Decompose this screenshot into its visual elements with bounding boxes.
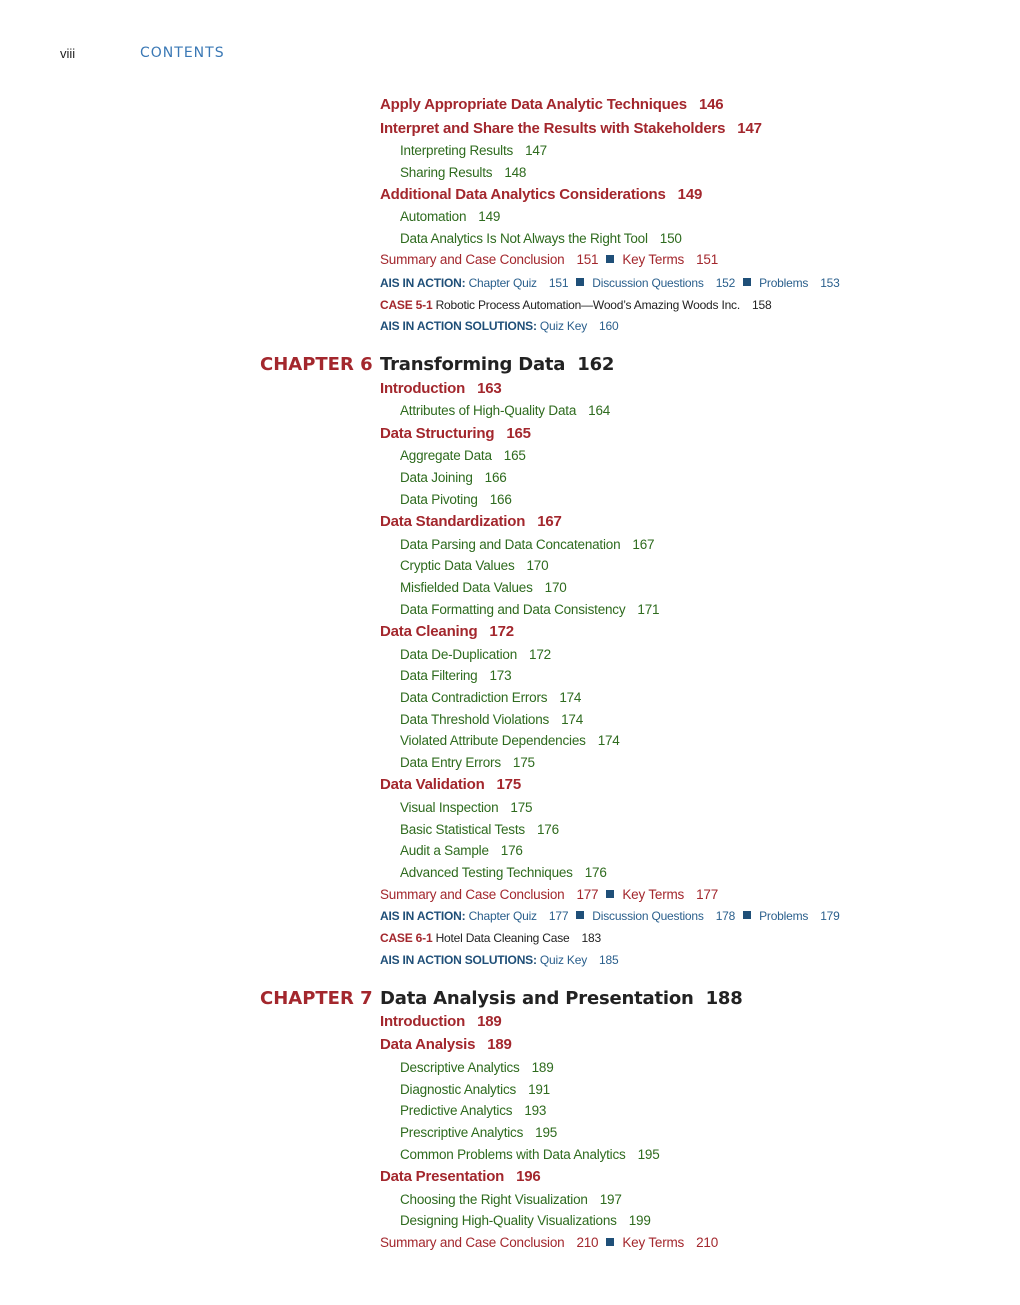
toc-title: Violated Attribute Dependencies [400,733,586,748]
toc-subsection[interactable] [400,1125,557,1140]
toc-title: Introduction [380,1013,466,1030]
toc-title: Data De-Duplication [400,647,518,662]
toc-page: 175 [496,776,521,793]
toc-page: 160 [599,319,619,333]
toc-page: 179 [820,909,840,923]
toc-page: 175 [510,800,533,815]
toc-section[interactable] [380,1036,512,1053]
toc-subsection[interactable] [400,647,551,662]
toc-title: Data Joining [400,470,473,485]
toc-title: Transforming Data [380,354,566,375]
chapter-6-label: CHAPTER 6 [260,354,373,375]
toc-title: Common Problems with Data Analytics [400,1147,626,1162]
toc-title: Data Analysis and Presentation [380,988,694,1009]
toc-page: 170 [526,558,549,573]
toc-subsection[interactable] [400,209,500,224]
toc-subsection[interactable] [400,165,526,180]
square-bullet-icon [743,278,751,286]
square-bullet-icon [576,278,584,286]
toc-ais-in-action[interactable] [380,909,840,923]
toc-page: 164 [588,403,611,418]
toc-page: 165 [506,425,531,442]
toc-page: 171 [637,602,660,617]
toc-title: Visual Inspection [400,800,499,815]
toc-title: Data Formatting and Data Consistency [400,602,626,617]
toc-title: Prescriptive Analytics [400,1125,524,1140]
case-label: CASE 6-1 [380,931,433,945]
toc-page: 162 [577,354,615,375]
toc-title: Predictive Analytics [400,1103,513,1118]
toc-title: Data Structuring [380,425,495,442]
toc-title: Data Presentation [380,1168,505,1185]
square-bullet-icon [576,911,584,919]
toc-page: 146 [698,96,724,113]
toc-page: 151 [576,252,599,267]
toc-subsection[interactable] [400,470,507,485]
toc-subsection[interactable] [400,1082,550,1097]
toc-summary[interactable] [380,1235,718,1250]
square-bullet-icon [606,255,614,263]
toc-title: Data Cleaning [380,623,478,640]
toc-title: Attributes of High-Quality Data [400,403,577,418]
square-bullet-icon [606,1238,614,1246]
quiz-key-label: Quiz Key [539,319,587,333]
toc-subsection[interactable] [400,537,654,552]
toc-title: Automation [400,209,467,224]
toc-subsection[interactable] [400,733,620,748]
toc-title: Data Parsing and Data Concatenation [400,537,621,552]
toc-title: Additional Data Analytics Considerations [380,186,666,203]
toc-title: Designing High-Quality Visualizations [400,1213,617,1228]
toc-page: 178 [715,909,736,923]
toc-title: Descriptive Analytics [400,1060,520,1075]
toc-subsection[interactable] [400,558,548,573]
toc-page: 189 [477,1013,502,1030]
toc-page: 199 [628,1213,651,1228]
toc-page: 210 [696,1235,719,1250]
running-head: CONTENTS [140,45,225,61]
toc-page: 176 [584,865,607,880]
toc-page: 193 [524,1103,547,1118]
chapter-7-label: CHAPTER 7 [260,988,373,1009]
ais-label: AIS IN ACTION: [380,276,466,290]
toc-title: Diagnostic Analytics [400,1082,517,1097]
chapter-quiz-label: Chapter Quiz [468,909,537,923]
toc-ais-in-action[interactable] [380,276,840,290]
toc-title: Introduction [380,380,466,397]
toc-subsection[interactable] [400,403,610,418]
toc-title: Advanced Testing Techniques [400,865,573,880]
toc-page: 183 [581,931,601,945]
toc-page: 173 [489,668,512,683]
toc-page: 177 [696,887,719,902]
toc-subsection[interactable] [400,712,583,727]
toc-page: 151 [696,252,719,267]
toc-subsection[interactable] [400,822,559,837]
toc-subsection[interactable] [400,1192,622,1207]
key-terms-label: Key Terms [622,1235,685,1250]
toc-summary[interactable] [380,887,718,902]
ais-solutions-label: AIS IN ACTION SOLUTIONS: [380,319,537,333]
toc-section[interactable] [380,776,521,793]
chapter-7-title[interactable] [380,988,743,1009]
toc-page: 147 [737,120,762,137]
toc-subsection[interactable] [400,690,581,705]
toc-title: Sharing Results [400,165,493,180]
ais-solutions-label: AIS IN ACTION SOLUTIONS: [380,953,537,967]
toc-page: 176 [536,822,559,837]
toc-subsection[interactable] [400,865,607,880]
toc-page: 195 [637,1147,660,1162]
toc-title: Basic Statistical Tests [400,822,525,837]
toc-page: 147 [525,143,547,158]
toc-page: 189 [487,1036,512,1053]
toc-page: 166 [484,470,507,485]
toc-subsection[interactable] [400,800,532,815]
key-terms-label: Key Terms [622,887,685,902]
toc-page: 149 [677,186,703,203]
toc-subsection[interactable] [400,1147,660,1162]
toc-title: Data Pivoting [400,492,478,507]
toc-subsection[interactable] [400,580,567,595]
discussion-questions-label: Discussion Questions [592,909,704,923]
toc-page: 163 [477,380,502,397]
toc-title: Data Entry Errors [400,755,501,770]
toc-subsection[interactable] [400,1103,546,1118]
toc-subsection[interactable] [400,1060,554,1075]
toc-page: 177 [576,887,599,902]
toc-title: Interpreting Results [400,143,514,158]
toc-subsection[interactable] [400,602,659,617]
ais-label: AIS IN ACTION: [380,909,466,923]
toc-title: Data Contradiction Errors [400,690,548,705]
toc-title: Summary and Case Conclusion [380,887,565,902]
toc-page: 166 [489,492,512,507]
toc-section[interactable] [380,380,502,397]
toc-title: Audit a Sample [400,843,489,858]
toc-case[interactable] [380,931,601,945]
toc-page: 167 [537,513,562,530]
toc-page: 191 [528,1082,550,1097]
toc-page: 167 [632,537,655,552]
toc-subsection[interactable] [400,843,523,858]
page-number: viii [60,46,76,61]
toc-page: 149 [478,209,501,224]
toc-title: Data Filtering [400,668,478,683]
toc-subsection[interactable] [400,448,526,463]
toc-page: 174 [597,733,620,748]
toc-page: 158 [752,298,772,312]
toc-page: 188 [705,988,743,1009]
toc-page: 151 [548,276,569,290]
toc-page: 152 [715,276,736,290]
problems-label: Problems [759,909,809,923]
toc-title: Data Validation [380,776,485,793]
toc-page: 165 [503,448,526,463]
discussion-questions-label: Discussion Questions [592,276,704,290]
toc-title: Data Standardization [380,513,526,530]
toc-subsection[interactable] [400,755,535,770]
toc-section[interactable] [380,1168,541,1185]
toc-section[interactable] [380,96,723,113]
chapter-quiz-label: Chapter Quiz [468,276,537,290]
key-terms-label: Key Terms [622,252,685,267]
toc-title: Robotic Process Automation—Wood’s Amazing Woods Inc. [435,298,740,312]
toc-title: Data Analytics Is Not Always the Right Tool [400,231,648,246]
toc-ais-solutions[interactable] [380,953,618,967]
toc-section[interactable] [380,623,514,640]
toc-page: 185 [599,953,619,967]
toc-page: 195 [535,1125,558,1140]
toc-section[interactable] [380,186,702,203]
toc-title: Data Threshold Violations [400,712,550,727]
toc-title: Summary and Case Conclusion [380,1235,565,1250]
toc-page: 172 [529,647,551,662]
toc-subsection[interactable] [400,143,547,158]
toc-title: Interpret and Share the Results with Stakeholders [380,120,726,137]
toc-page: 177 [548,909,569,923]
toc-title: Data Analysis [380,1036,476,1053]
toc-page: 153 [820,276,840,290]
toc-page: 170 [544,580,567,595]
toc-page: 196 [516,1168,541,1185]
toc-subsection[interactable] [400,1213,651,1228]
case-label: CASE 5-1 [380,298,433,312]
toc-title: Hotel Data Cleaning Case [435,931,570,945]
toc-title: Summary and Case Conclusion [380,252,565,267]
toc-page: 210 [576,1235,599,1250]
toc-section[interactable] [380,1013,502,1030]
toc-page: 174 [561,712,584,727]
toc-page: 148 [504,165,527,180]
toc-page: 175 [512,755,535,770]
toc-page: 176 [500,843,523,858]
toc-title: Choosing the Right Visualization [400,1192,588,1207]
toc-subsection[interactable] [400,231,682,246]
square-bullet-icon [606,890,614,898]
toc-title: Apply Appropriate Data Analytic Techniques [380,96,687,113]
toc-section[interactable] [380,513,562,530]
toc-case[interactable] [380,298,771,312]
square-bullet-icon [743,911,751,919]
toc-subsection[interactable] [400,492,512,507]
toc-page: 174 [559,690,582,705]
toc-subsection[interactable] [400,668,511,683]
toc-summary[interactable] [380,252,718,267]
toc-ais-solutions[interactable] [380,319,618,333]
toc-page: 150 [659,231,682,246]
toc-section[interactable] [380,120,762,137]
problems-label: Problems [759,276,809,290]
toc-page: 197 [599,1192,622,1207]
toc-title: Misfielded Data Values [400,580,533,595]
quiz-key-label: Quiz Key [539,953,587,967]
toc-page: 189 [531,1060,554,1075]
toc-title: Cryptic Data Values [400,558,515,573]
chapter-6-title[interactable] [380,354,614,375]
toc-section[interactable] [380,425,531,442]
toc-page: 172 [489,623,514,640]
toc-title: Aggregate Data [400,448,492,463]
